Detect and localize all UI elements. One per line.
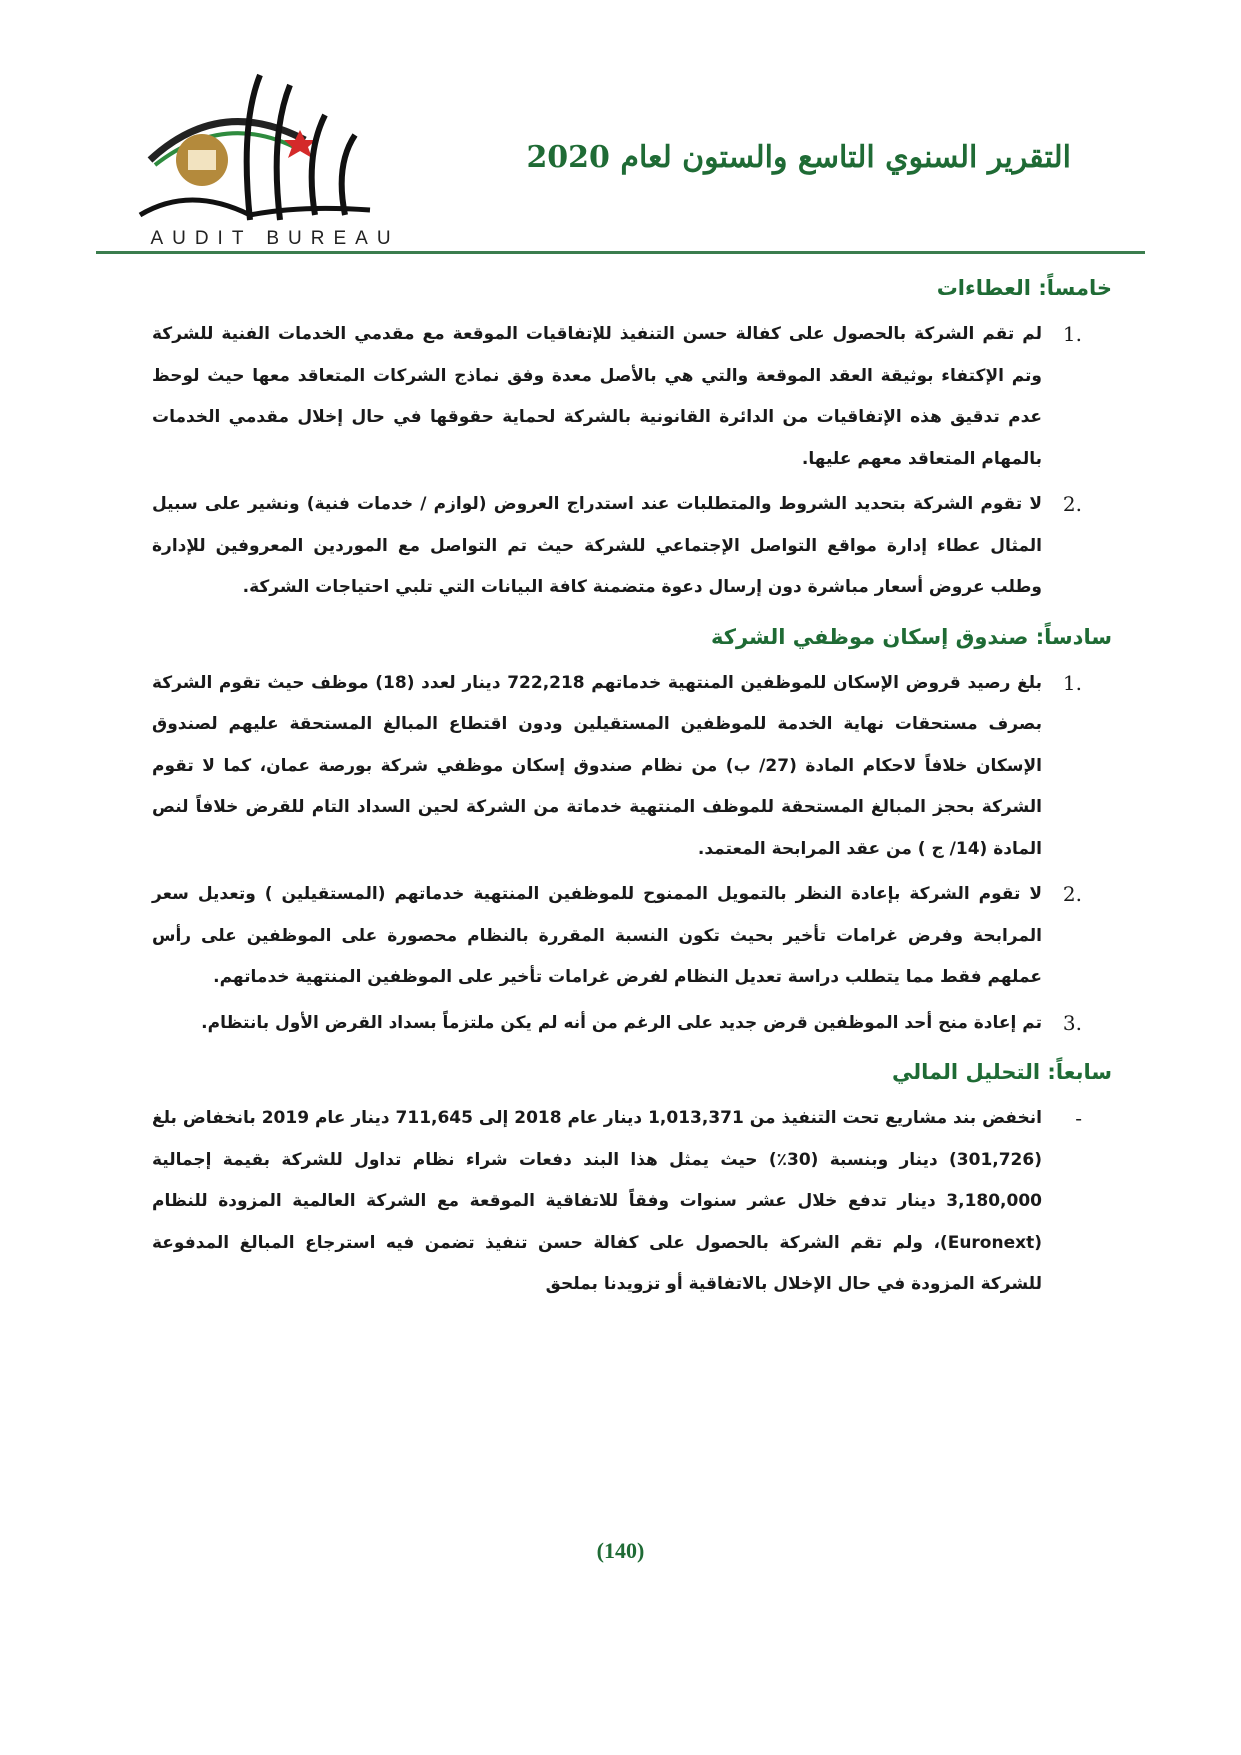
section-heading: سادساً: صندوق إسكان موظفي الشركة: [711, 624, 1112, 649]
document-body: [152, 268, 1112, 1310]
audit-bureau-logo: [130, 65, 420, 250]
list-item: [152, 874, 1112, 999]
item-text: لم تقم الشركة بالحصول على كفالة حسن التنفيذ للإتفاقيات الموقعة مع مقدمي الخدمات الفنية للشركة وتم الإكتفاء بوثيقة العقد الموقعة والتي هي بالأصل معدة وفق نماذج الشركات المتعاقد معها حيث لوحظ عدم تدقيق هذه الإتفاقيات من الدائرة القانونية بالشركة لحماية حقوقها في حال إخلال مقدمي الخدمات بالمهام المتعاقد معهم عليها.: [152, 324, 1042, 469]
item-marker: -: [1075, 1106, 1082, 1130]
item-marker: 1.: [1062, 322, 1082, 346]
logo-text: AUDIT BUREAU: [150, 228, 400, 249]
section-financial-analysis: [152, 1052, 1112, 1306]
item-text: تم إعادة منح أحد الموظفين قرض جديد على الرغم من أنه لم يكن ملتزماً بسداد القرض الأول بانتظام.: [201, 1012, 1042, 1033]
item-text: لا تقوم الشركة بتحديد الشروط والمتطلبات عند استدراج العروض (لوازم / خدمات فنية) ونشير على سبيل المثال عطاء إدارة مواقع التواصل الإجتماعي للشركة حيث تم التواصل مع الموردين المعروفين للإدارة وطلب عروض أسعار مباشرة دون إرسال دعوة متضمنة كافة البيانات التي تلبي احتياجات الشركة.: [152, 494, 1042, 597]
item-marker: 2.: [1062, 492, 1082, 516]
section-heading: خامساً: العطاءات: [936, 276, 1112, 300]
section-housing-fund: [152, 617, 1112, 1045]
list-item: [152, 1098, 1112, 1306]
list-item: [152, 1003, 1112, 1045]
item-text: بلغ رصيد قروض الإسكان للموظفين المنتهية خدماتهم 722,218 دينار لعدد (18) موظف حيث تقوم الشركة بصرف مستحقات نهاية الخدمة للموظفين المستقيلين ودون اقتطاع المبالغ المستحقة عليهم لصندوق الإسكان خلافاً لاحكام المادة (27/ ب) من نظام صندوق إسكان موظفي شركة بورصة عمان، كما لا تقوم الشركة بحجز المبالغ المستحقة للموظف المنتهية خدماتة من الشركة لحين السداد التام للقرض خلافاً لنص المادة (14/ ج ) من عقد المرابحة المعتمد.: [152, 672, 1043, 859]
section-heading: سابعاً: التحليل المالي: [891, 1060, 1112, 1084]
item-marker: 2.: [1062, 882, 1082, 906]
item-text: لا تقوم الشركة بإعادة النظر بالتمويل الممنوح للموظفين المنتهية خدماتهم (المستقيلين ) وتعديل سعر المرابحة وفرض غرامات تأخير بحيث تكون النسبة المقررة بالنظام محصورة على الموظفين على رأس عملهم فقط مما يتطلب دراسة تعديل النظام لفرض غرامات تأخير على الموظفين المنتهية خدماتهم.: [152, 884, 1042, 987]
item-marker: 3.: [1062, 1010, 1082, 1035]
section-tenders: [152, 268, 1112, 609]
header-divider: [96, 251, 1145, 254]
list-item: [152, 484, 1112, 609]
list-item: [152, 314, 1112, 480]
report-title: التقرير السنوي التاسع والستون لعام 2020: [526, 140, 1071, 175]
list-item: [152, 663, 1112, 871]
item-text: انخفض بند مشاريع تحت التنفيذ من 1,013,371 دينار عام 2018 إلى 711,645 دينار عام 2019 بانخفاض بلغ (301,726) دينار وبنسبة (30٪) حيث يمثل هذا البند دفعات شراء نظام تداول للشركة بقيمة إجمالية 3,180,000 دينار تدفع خلال عشر سنوات وفقاً للاتفاقية الموقعة مع الشركة العالمية المزودة للنظام (Euronext)، ولم تقم الشركة بالحصول على كفالة حسن تنفيذ تضمن فيه استرجاع المبالغ المدفوعة للشركة المزودة في حال الإخلال بالاتفاقية أو تزويدنا بملحق: [152, 1108, 1043, 1294]
item-marker: 1.: [1062, 670, 1082, 695]
page-number: (140): [596, 1538, 645, 1563]
logo-emblem-icon: [130, 65, 420, 225]
